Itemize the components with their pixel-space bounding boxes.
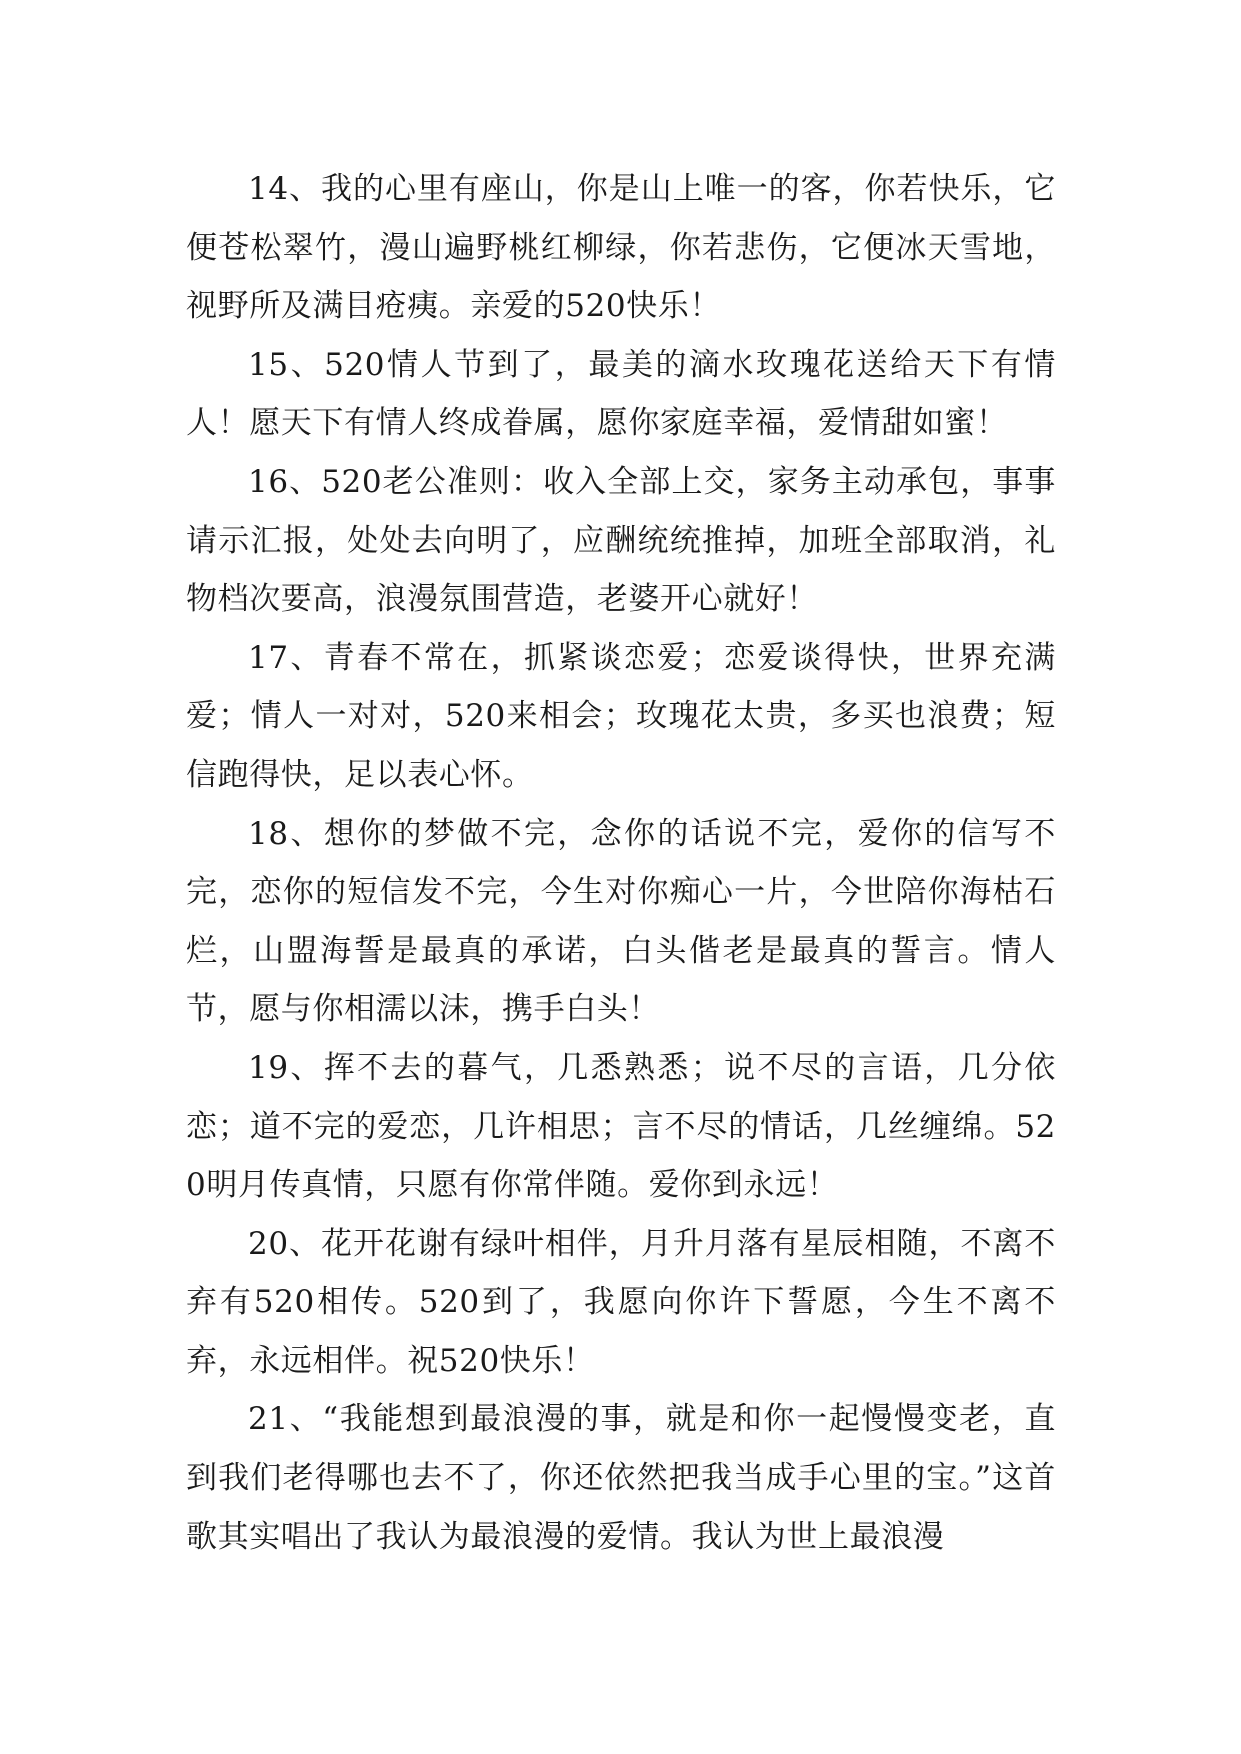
paragraph-18: 18、想你的梦做不完，念你的话说不完，爱你的信写不完，恋你的短信发不完，今生对你痴心一片，今世陪你海枯石烂，山盟海誓是最真的承诺，白头偕老是最真的誓言。情人节，愿与你相濡以沫，携手白头！ — [186, 815, 1056, 1028]
paragraph-19: 19、挥不去的暮气，几悉熟悉；说不尽的言语，几分依恋；道不完的爱恋，几许相思；言不尽的情话，几丝缠绵。520明月传真情，只愿有你常伴随。爱你到永远！ — [186, 1049, 1056, 1204]
document-body — [186, 160, 1056, 1566]
paragraph-17: 17、青春不常在，抓紧谈恋爱；恋爱谈得快，世界充满爱；情人一对对，520来相会；玫瑰花太贵，多买也浪费；短信跑得快，足以表心怀。 — [186, 639, 1056, 793]
paragraph-16: 16、520老公准则：收入全部上交，家务主动承包，事事请示汇报，处处去向明了，应酬统统推掉，加班全部取消，礼物档次要高，浪漫氛围营造，老婆开心就好！ — [186, 463, 1056, 618]
paragraph-21: 21、“我能想到最浪漫的事，就是和你一起慢慢变老，直到我们老得哪也去不了，你还依然把我当成手心里的宝。”这首歌其实唱出了我认为最浪漫的爱情。我认为世上最浪漫 — [186, 1401, 1056, 1555]
paragraph-20: 20、花开花谢有绿叶相伴，月升月落有星辰相随，不离不弃有520相传。520到了，我愿向你许下誓愿，今生不离不弃，永远相伴。祝520快乐！ — [186, 1225, 1056, 1379]
paragraph-14: 14、我的心里有座山，你是山上唯一的客，你若快乐，它便苍松翠竹，漫山遍野桃红柳绿，你若悲伤，它便冰天雪地，视野所及满目疮痍。亲爱的520快乐！ — [186, 171, 1056, 325]
paragraph-15: 15、520情人节到了，最美的滴水玫瑰花送给天下有情人！愿天下有情人终成眷属，愿你家庭幸福，爱情甜如蜜！ — [186, 346, 1056, 442]
